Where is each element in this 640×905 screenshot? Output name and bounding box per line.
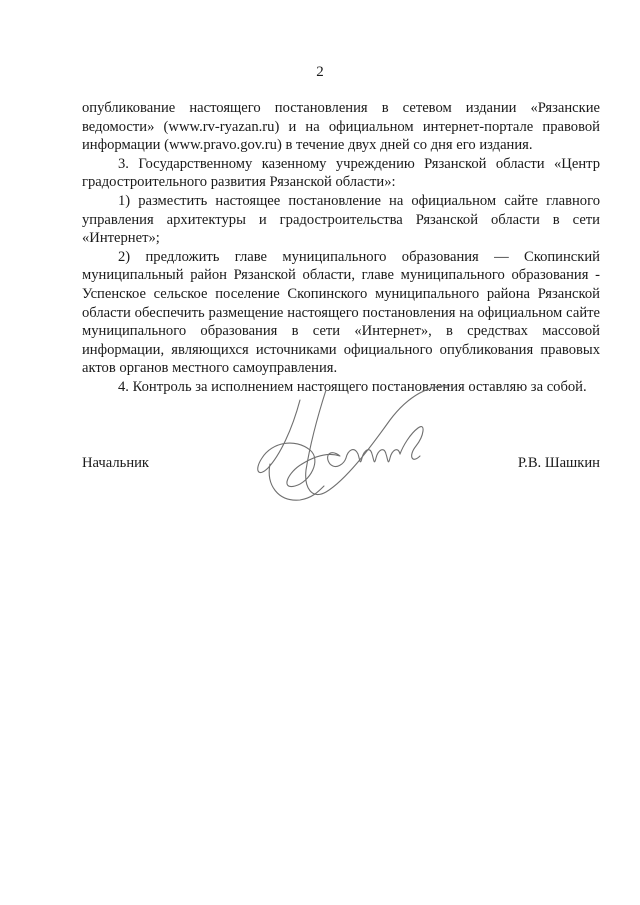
signatory-position: Начальник — [82, 455, 150, 471]
page-number: 2 — [316, 64, 324, 80]
paragraph-continuation: опубликование настоящего постановления в сетевом издании «Рязанские ведомости» (www.rv-ryazan.ru) и на официальном интернет-портале правовой информации (www.pravo.gov.ru) в течение двух дней со дня его издания. — [82, 100, 600, 154]
document-body — [82, 99, 600, 397]
paragraph-item-4: 4. Контроль за исполнением настоящего постановления оставляю за собой. — [118, 378, 587, 395]
paragraph-item-3: 3. Государственному казенному учреждению Рязанской области «Центр градостроительного развития Рязанской области»: — [82, 155, 600, 191]
paragraph-subitem-1: 1) разместить настоящее постановление на официальном сайте главного управления архитектуры и градостроительства Рязанской области в сети «Интернет»; — [82, 192, 600, 247]
signatory-name: Р.В. Шашкин — [517, 455, 600, 471]
paragraph-subitem-2: 2) предложить главе муниципального образования — Скопинский муниципальный район Рязанской области, главе муниципального образования - Успенское сельское поселение Скопинского муниципального района Рязанской области обеспечить размещение настоящего постановления на официальном сайте муниципального образования в сети «Интернет», в средствах массовой информации, являющихся источниками официального опубликования правовых актов органов местного самоуправления. — [82, 248, 600, 377]
handwritten-signature — [240, 360, 480, 525]
